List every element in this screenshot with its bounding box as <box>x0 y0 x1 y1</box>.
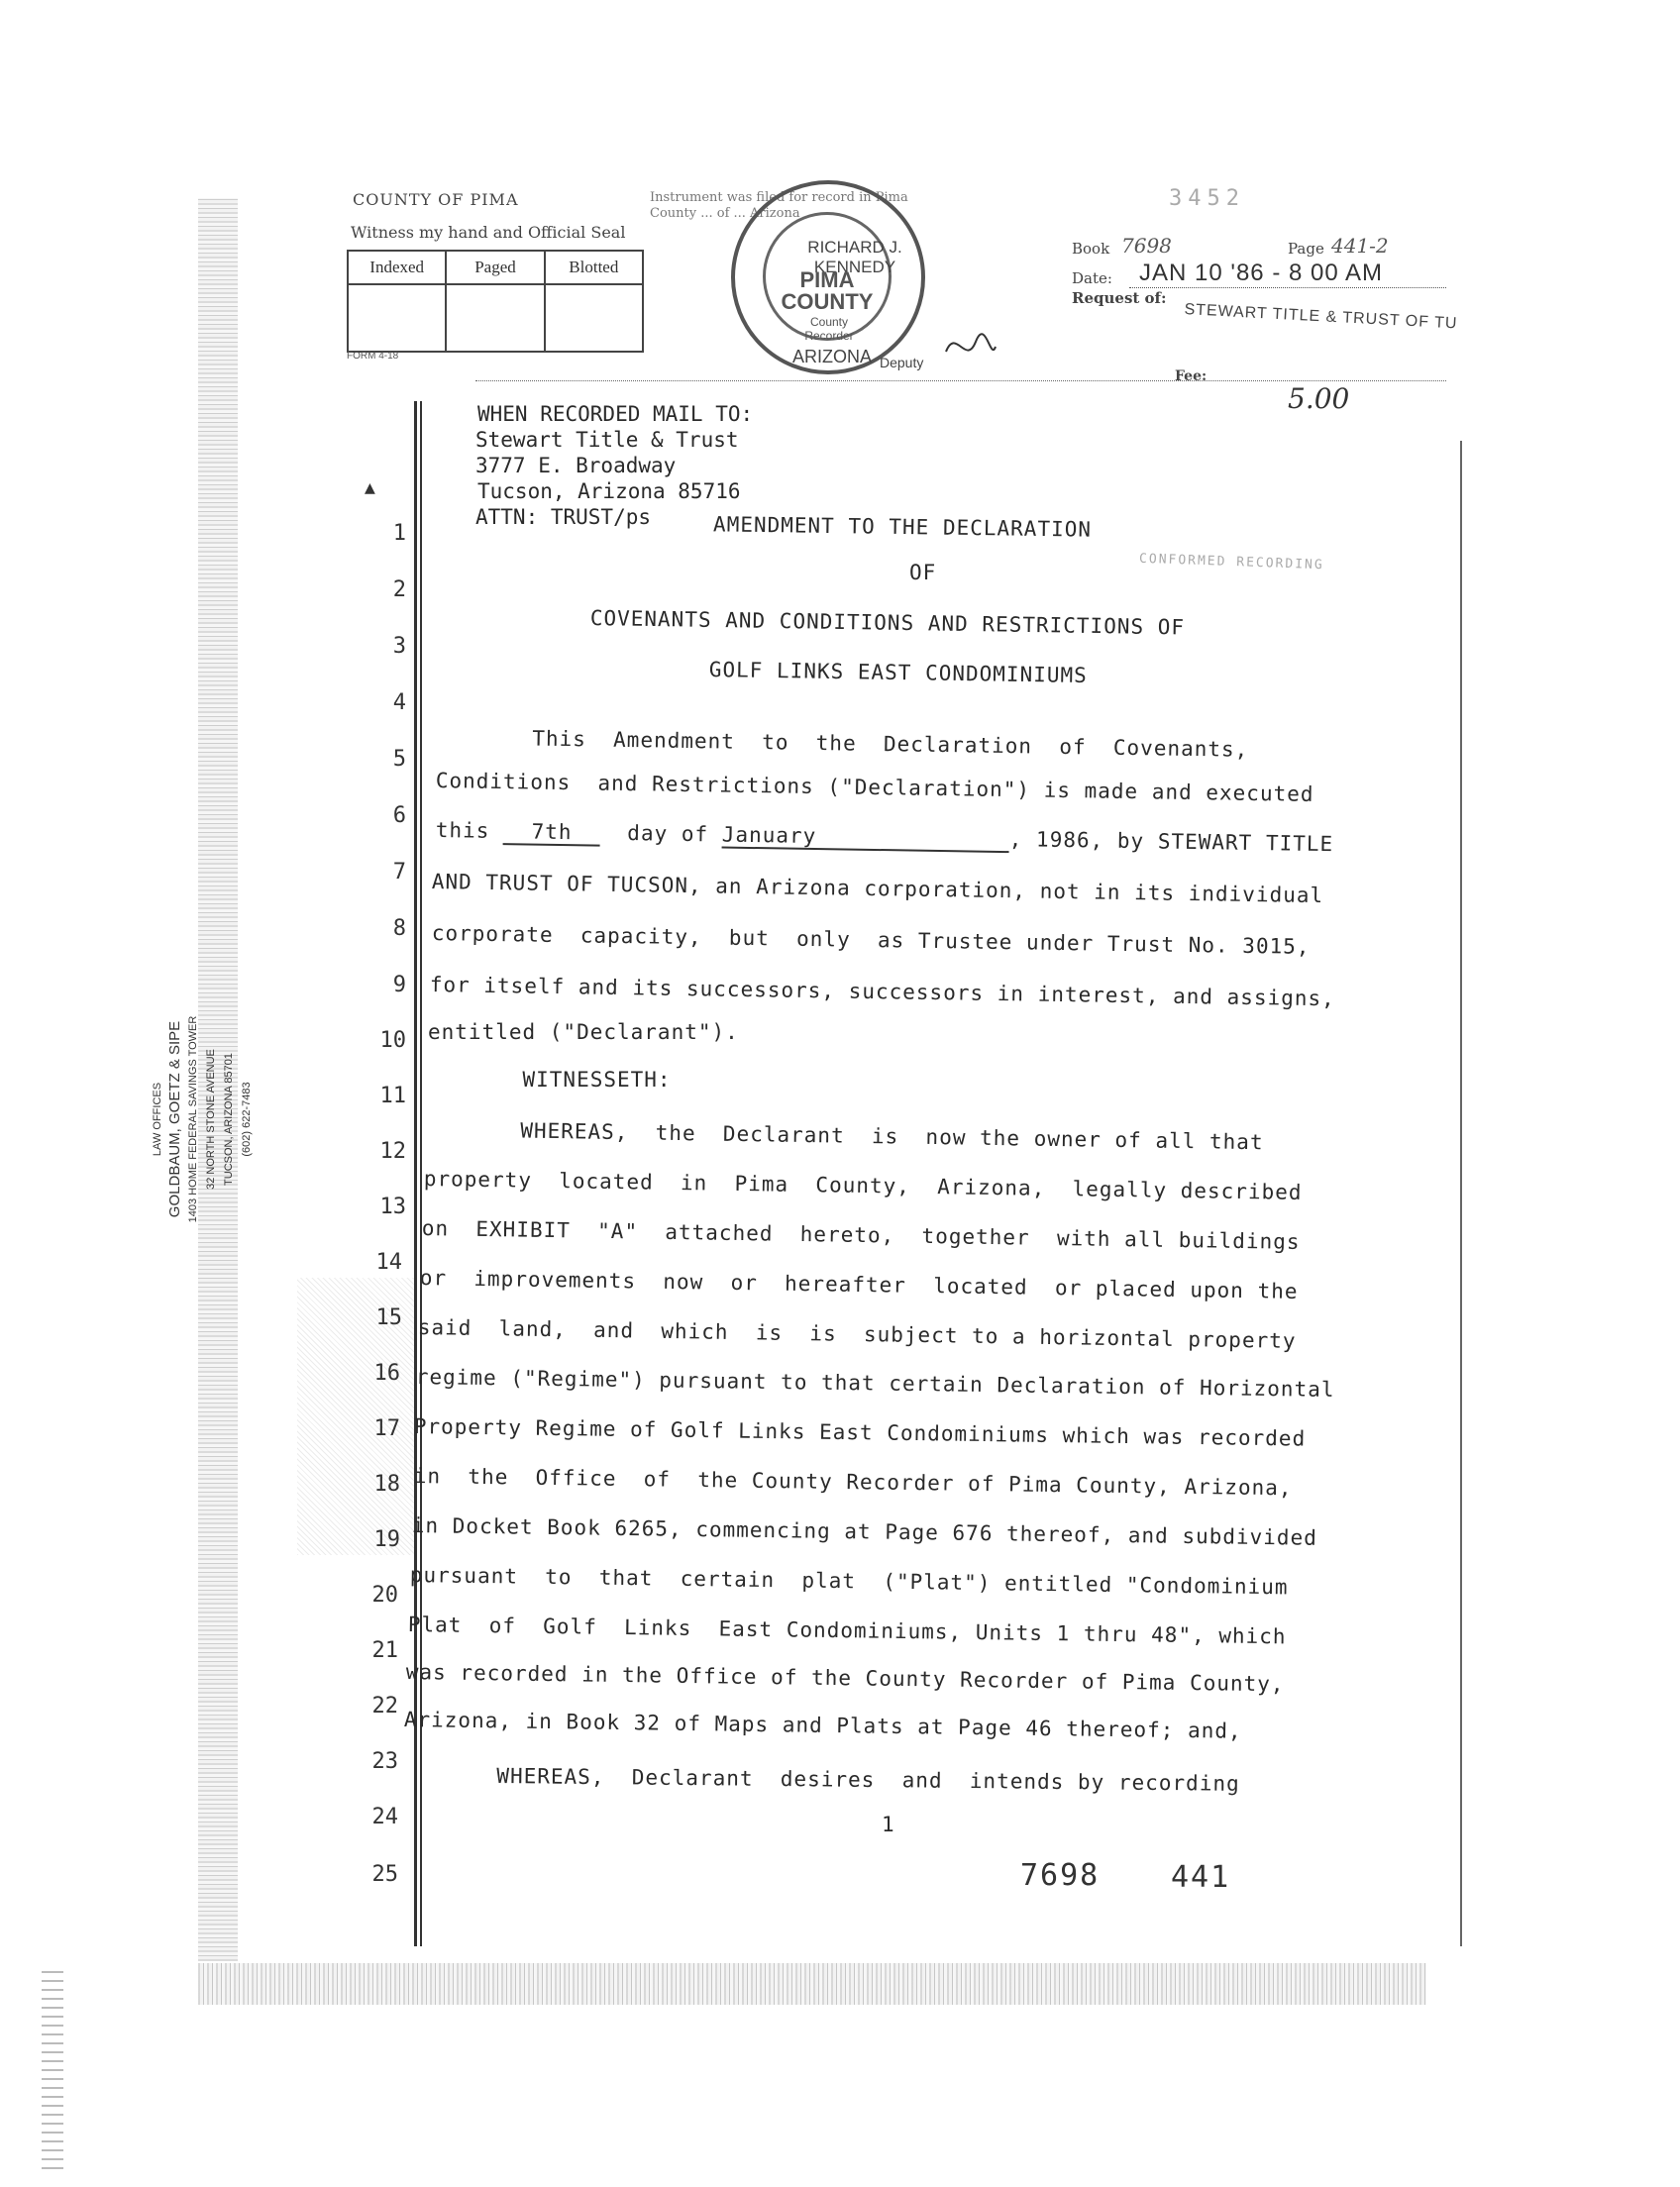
execution-day-value: 7th <box>503 819 600 847</box>
body-line-18: regime ("Regime") pursuant to that certain Declaration of Horizontal <box>415 1365 1335 1402</box>
law-address-line-1: 1403 HOME FEDERAL SAVINGS TOWER <box>187 1015 199 1223</box>
seal-state: ARIZONA <box>791 347 872 366</box>
body-line-23: Plat of Golf Links East Condominiums, Units 1 thru 48", which <box>407 1613 1287 1649</box>
request-label: Request of: <box>1072 289 1167 307</box>
witness-label: Witness my hand and Official Seal <box>351 223 626 242</box>
line-number: 8 <box>392 916 406 941</box>
line-number: 18 <box>373 1472 400 1497</box>
request-value: STEWART TITLE & TRUST OF TU <box>1184 301 1458 333</box>
line-number: 3 <box>392 634 406 659</box>
body-line-7-c: , 1986, by STEWART TITLE <box>1008 827 1334 857</box>
body-line-21: in Docket Book 6265, commencing at Page 676 thereof, and subdivided <box>411 1513 1318 1550</box>
line-number: 7 <box>392 860 406 885</box>
mail-to-city: Tucson, Arizona 85716 <box>477 479 741 503</box>
body-line-12: WITNESSETH: <box>428 1068 672 1092</box>
mail-to-street: 3777 E. Broadway <box>475 454 677 477</box>
body-line-24: was recorded in the Office of the County Recorder of Pima County, <box>405 1660 1285 1697</box>
line-number: 13 <box>379 1195 406 1219</box>
scan-noise-corner <box>42 1971 63 2169</box>
form-label: FORM 4-18 <box>347 351 399 362</box>
line-number: 14 <box>375 1250 402 1275</box>
body-line-19: Property Regime of Golf Links East Condominiums which was recorded <box>413 1414 1307 1451</box>
line-number: 24 <box>371 1805 398 1829</box>
mail-to-attn: ATTN: TRUST/ps <box>475 505 652 529</box>
line-number: 20 <box>371 1583 398 1608</box>
body-line-15: on EXHIBIT "A" attached hereto, together with all buildings <box>421 1216 1301 1254</box>
line-number: 23 <box>371 1749 398 1774</box>
body-line-25: Arizona, in Book 32 of Maps and Plats at Page 46 thereof; and, <box>403 1708 1242 1743</box>
line-number: 16 <box>373 1361 400 1386</box>
seal-role: County Recorder <box>804 315 854 343</box>
instrument-text: Instrument was filed for record in Pima County ... of ... Arizona <box>650 190 908 221</box>
line-number: 22 <box>371 1694 398 1718</box>
book-value: 7698 <box>1121 234 1172 258</box>
scan-shadow-bottom <box>198 1963 1426 2005</box>
body-line-13: WHEREAS, the Declarant is now the owner of all that <box>425 1117 1264 1155</box>
footer-book-number: 7698 <box>1020 1858 1101 1893</box>
page-value: 441-2 <box>1331 234 1389 258</box>
margin-mark: ▲ <box>365 477 375 498</box>
seal-deputy-label: Deputy <box>880 355 924 370</box>
law-address-line-3: TUCSON, ARIZONA 85701 <box>223 1053 235 1186</box>
line-number: 11 <box>379 1084 406 1108</box>
line-number: 10 <box>379 1028 406 1053</box>
county-label: COUNTY OF PIMA <box>353 190 519 209</box>
line-number: 5 <box>392 747 406 772</box>
body-line-16: or improvements now or hereafter located or placed upon the <box>419 1266 1299 1303</box>
title-line-2: OF <box>909 561 937 584</box>
line-number: 9 <box>392 973 406 997</box>
page-number: 1 <box>882 1813 895 1836</box>
body-line-20: in the Office of the County Recorder of Pima County, Arizona, <box>413 1464 1293 1501</box>
recording-table <box>347 250 644 353</box>
line-number: 2 <box>392 577 406 602</box>
margin-rule-right <box>1460 441 1462 1946</box>
indexed-cell <box>349 285 447 351</box>
law-phone: (602) 622-7483 <box>241 1082 253 1157</box>
body-line-26: WHEREAS, Declarant desires and intends by recording <box>401 1763 1240 1796</box>
mail-to-company: Stewart Title & Trust <box>475 428 739 452</box>
date-label: Date: <box>1072 269 1112 287</box>
blotted-header: Blotted <box>569 258 619 276</box>
body-line-7-a: this <box>435 818 504 844</box>
line-number: 15 <box>375 1305 402 1330</box>
law-office-block <box>149 1005 277 1233</box>
body-line-6: Conditions and Restrictions ("Declaration") is made and executed <box>435 769 1314 806</box>
line-number: 1 <box>392 521 406 546</box>
fee-value: 5.00 <box>1288 382 1350 415</box>
title-line-3: COVENANTS AND CONDITIONS AND RESTRICTIONS OF <box>589 606 1186 640</box>
body-line-7 <box>436 818 1334 858</box>
line-number: 25 <box>371 1862 398 1887</box>
line-number: 17 <box>373 1416 400 1441</box>
conformed-stamp: CONFORMED RECORDING <box>1138 551 1324 573</box>
body-line-10: for itself and its successors, successors in interest, and assigns, <box>429 973 1335 1011</box>
top-instrument-number: 3452 <box>1169 186 1245 211</box>
title-line-1: AMENDMENT TO THE DECLARATION <box>712 512 1093 542</box>
execution-month-value: January <box>722 823 1009 854</box>
line-number: 21 <box>371 1638 398 1663</box>
fee-label: Fee: <box>1175 368 1208 384</box>
line-number: 19 <box>373 1527 400 1552</box>
mail-to-heading: WHEN RECORDED MAIL TO: <box>477 402 754 426</box>
line-number: 12 <box>379 1139 406 1164</box>
paged-header: Paged <box>447 252 545 283</box>
deputy-signature <box>941 322 1000 371</box>
body-line-17: said land, and which is is subject to a horizontal property <box>417 1315 1297 1353</box>
seal-county: PIMA COUNTY <box>781 267 874 314</box>
book-label: Book <box>1072 240 1110 258</box>
law-firm-name: GOLDBAUM, GOETZ & SIPE <box>166 1020 183 1218</box>
law-address-line-2: 32 NORTH STONE AVENUE <box>205 1049 217 1190</box>
header-separator <box>475 380 1446 381</box>
body-line-9: corporate capacity, but only as Trustee under Trust No. 3015, <box>431 921 1311 959</box>
blotted-cell <box>546 285 642 351</box>
page-label: Page <box>1288 240 1324 258</box>
date-value: JAN 10 '86 - 8 00 AM <box>1139 260 1384 286</box>
line-number: 6 <box>392 803 406 828</box>
paged-cell <box>447 285 545 351</box>
indexed-header: Indexed <box>349 252 447 283</box>
title-line-4: GOLF LINKS EAST CONDOMINIUMS <box>708 658 1088 687</box>
body-line-22: pursuant to that certain plat ("Plat") entitled "Condominium <box>409 1563 1289 1600</box>
body-line-11: entitled ("Declarant"). <box>428 1020 739 1044</box>
body-line-5: This Amendment to the Declaration of Covenants, <box>437 725 1249 762</box>
line-number: 4 <box>392 690 406 715</box>
body-line-14: property located in Pima County, Arizona, legally described <box>423 1167 1303 1204</box>
seal-name: RICHARD J. KENNEDY <box>807 238 902 276</box>
law-offices-label: LAW OFFICES <box>152 1082 163 1157</box>
date-rule <box>1129 287 1446 288</box>
footer-page-number: 441 <box>1171 1860 1231 1895</box>
body-line-8: AND TRUST OF TUCSON, an Arizona corporation, not in its individual <box>431 870 1324 908</box>
body-line-7-b: day of <box>599 820 722 847</box>
